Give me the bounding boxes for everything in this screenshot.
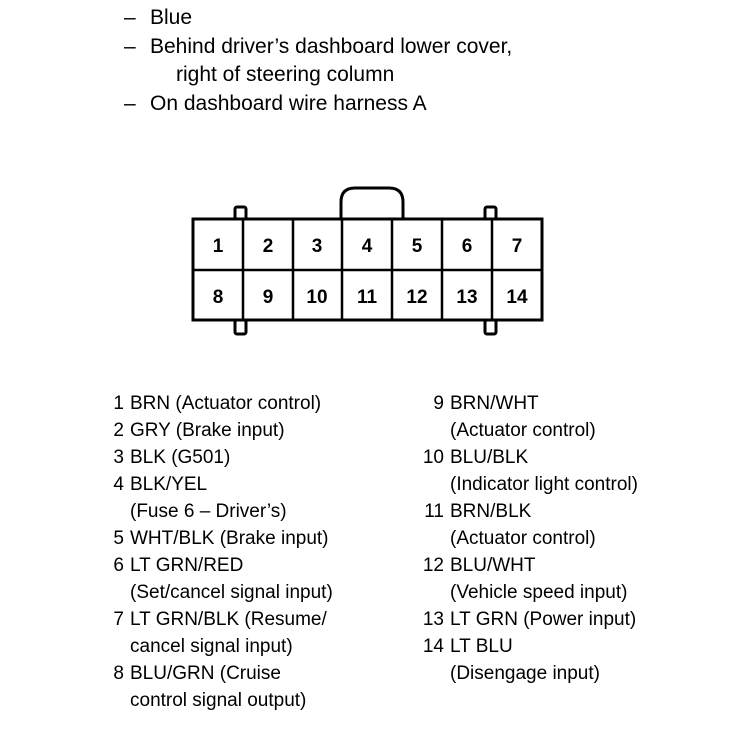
cavity-label: 7 <box>511 236 523 257</box>
location-note: Behind driver’s dashboard lower cover, <box>150 35 513 58</box>
connector-diagram <box>0 180 736 350</box>
bullet-dash: – <box>124 92 136 115</box>
pin-number: 7 <box>113 609 124 630</box>
pin-description: GRY (Brake input) <box>130 420 285 441</box>
pin-number: 5 <box>113 528 124 549</box>
pin-entry <box>418 552 728 606</box>
connector-tab <box>485 320 496 334</box>
cavity-label: 10 <box>306 287 328 308</box>
pin-entry <box>418 498 728 552</box>
pin-description-cont: (Disengage input) <box>450 663 600 684</box>
cavity-label: 11 <box>356 287 378 308</box>
pin-entry <box>98 525 408 552</box>
connector-latch <box>341 188 403 219</box>
pin-description: BLK (G501) <box>130 447 231 468</box>
cavity-label: 2 <box>262 236 274 257</box>
pin-entry <box>98 606 408 660</box>
pin-entry <box>418 633 728 687</box>
pin-entry <box>98 552 408 606</box>
pin-description-cont: (Actuator control) <box>450 420 596 441</box>
pin-description: BLU/BLK <box>450 447 529 468</box>
cavity-label: 4 <box>361 236 373 257</box>
pin-entry <box>418 390 728 444</box>
cavity-label: 9 <box>262 287 274 308</box>
pin-description-cont: (Indicator light control) <box>450 474 638 495</box>
pin-entry <box>418 444 728 498</box>
pin-legend-left <box>98 390 408 714</box>
harness-note: On dashboard wire harness A <box>150 92 427 115</box>
pin-number: 3 <box>113 447 124 468</box>
pin-number: 14 <box>422 636 444 657</box>
pin-number: 10 <box>422 447 444 468</box>
bullet-dash: – <box>124 6 136 29</box>
pin-description: WHT/BLK (Brake input) <box>130 528 329 549</box>
pin-entry <box>98 444 408 471</box>
pin-description: BRN/BLK <box>450 501 532 522</box>
pin-number: 13 <box>422 609 444 630</box>
pin-description-cont: (Fuse 6 – Driver’s) <box>130 501 287 522</box>
pin-entry <box>98 471 408 525</box>
pin-legend-right <box>418 390 728 687</box>
cavity-label: 12 <box>406 287 428 308</box>
pin-number: 6 <box>113 555 124 576</box>
pin-description-cont: (Actuator control) <box>450 528 596 549</box>
cavity-label: 3 <box>311 236 323 257</box>
pin-entry <box>98 660 408 714</box>
pin-number: 2 <box>113 420 124 441</box>
pin-description-cont: (Set/cancel signal input) <box>130 582 333 603</box>
pin-description: LT GRN (Power input) <box>450 609 637 630</box>
pin-number: 8 <box>113 663 124 684</box>
pin-number: 4 <box>113 474 124 495</box>
connector-notes <box>0 0 736 130</box>
pin-entry <box>98 390 408 417</box>
pin-description: LT GRN/RED <box>130 555 244 576</box>
pin-description: BRN/WHT <box>450 393 539 414</box>
pin-description: LT BLU <box>450 636 513 657</box>
pin-description-cont: control signal output) <box>130 690 307 711</box>
pin-number: 1 <box>113 393 124 414</box>
cavity-label: 13 <box>456 287 478 308</box>
pin-entry <box>98 417 408 444</box>
pin-description: BLK/YEL <box>130 474 208 495</box>
pin-number: 11 <box>424 501 444 522</box>
location-note-continued: right of steering column <box>176 63 395 86</box>
pin-description-cont: (Vehicle speed input) <box>450 582 628 603</box>
pin-description: BRN (Actuator control) <box>130 393 322 414</box>
wire-color-note: Blue <box>150 6 193 29</box>
pin-description-cont: cancel signal input) <box>130 636 293 657</box>
cavity-label: 14 <box>506 287 528 308</box>
pin-number: 12 <box>422 555 444 576</box>
pin-description: BLU/WHT <box>450 555 536 576</box>
connector-tab <box>235 320 246 334</box>
cavity-label: 8 <box>212 287 224 308</box>
cavity-label: 6 <box>461 236 473 257</box>
cavity-label: 5 <box>411 236 423 257</box>
bullet-dash: – <box>124 35 136 58</box>
pin-entry <box>418 606 728 633</box>
cavity-label: 1 <box>212 236 224 257</box>
pin-number: 9 <box>433 393 444 414</box>
pin-description: BLU/GRN (Cruise <box>130 663 281 684</box>
pin-description: LT GRN/BLK (Resume/ <box>130 609 327 630</box>
